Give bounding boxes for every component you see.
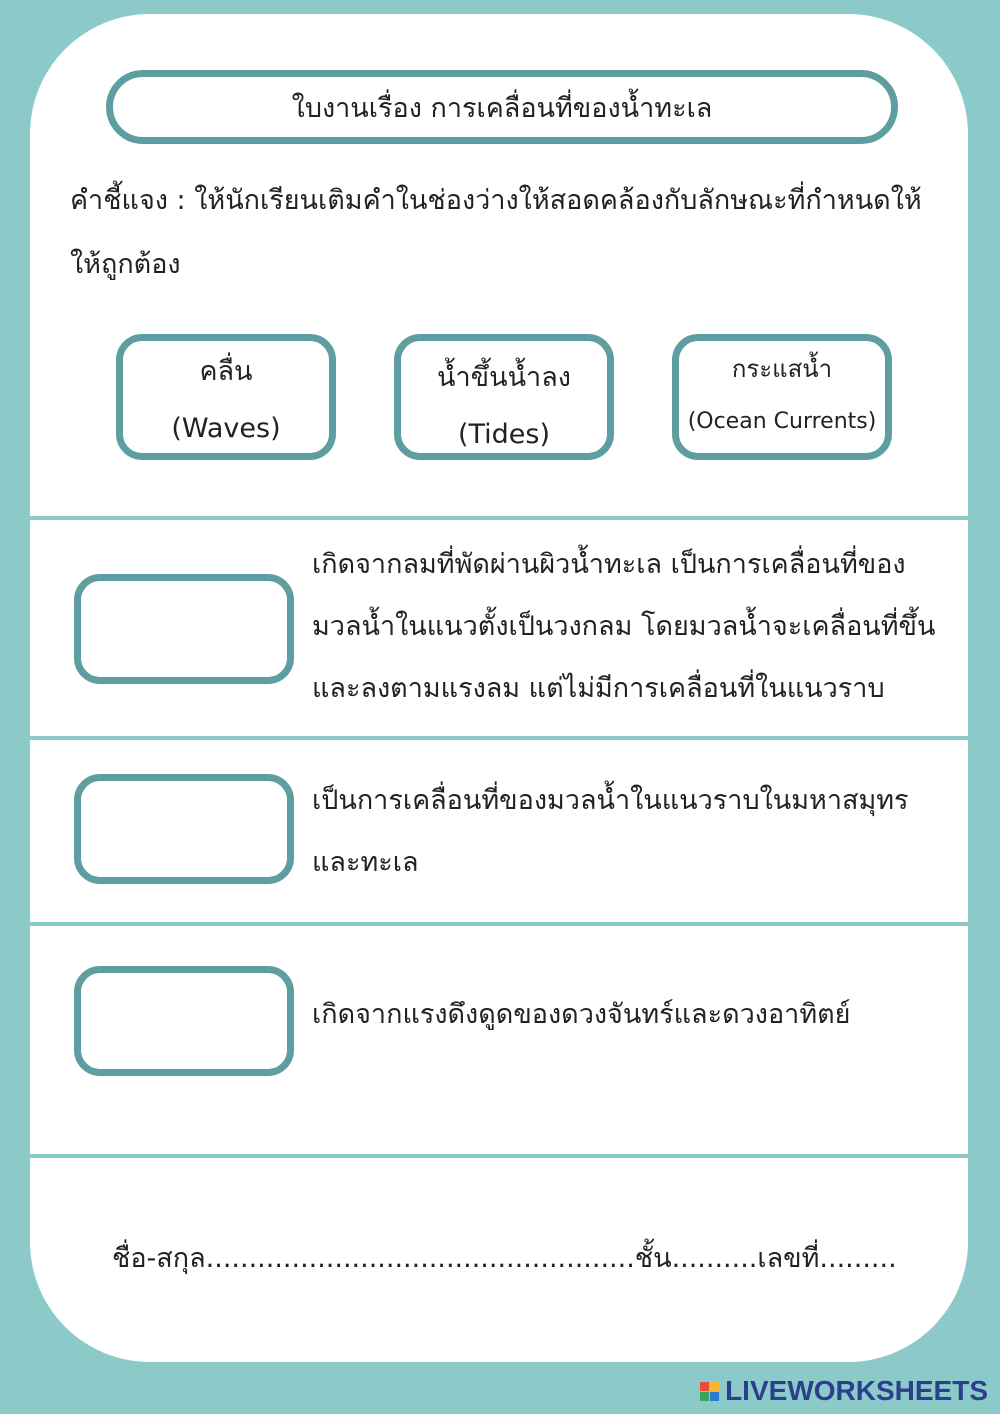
description-line: เป็นการเคลื่อนที่ของมวลน้ำในแนวราบในมหาสมุทร [312,785,909,816]
option-thai-label: น้ำขึ้นน้ำลง [437,362,571,393]
section-divider [30,736,968,740]
description-line: เกิดจากลมที่พัดผ่านผิวน้ำทะเล เป็นการเคลื่อนที่ของ [312,549,906,580]
worksheet-title [106,70,898,144]
description-line: และทะเล [312,847,419,878]
question-3-description [312,984,850,1046]
instruction-line-2: ให้ถูกต้อง [70,249,181,280]
answer-box-2[interactable] [74,774,294,884]
worksheet-page [30,14,968,1362]
description-line: เกิดจากแรงดึงดูดของดวงจันทร์และดวงอาทิตย์ [312,999,851,1030]
description-line: และลงตามแรงลม แต่ไม่มีการเคลื่อนที่ในแนวราบ [312,673,885,704]
option-card-tides[interactable] [394,334,614,460]
option-card-waves[interactable] [116,334,336,460]
liveworksheets-logo[interactable] [700,1376,988,1406]
option-thai-label: คลื่น [199,356,253,387]
section-divider [30,1154,968,1158]
option-thai-label: กระแสน้ำ [731,355,833,383]
question-2-description [312,770,909,894]
option-english-label: (Tides) [457,419,551,450]
worksheet-title-text: ใบงานเรื่อง การเคลื่อนที่ของน้ำทะเล [291,92,713,124]
student-info-line: ชื่อ-สกุล..................................................ชั้น..........เลขที่......... [112,1243,897,1274]
option-english-label: (Ocean Currents) [687,409,877,434]
section-divider [30,922,968,926]
question-1-description [312,534,935,720]
instruction-line-1: คำชี้แจง : ให้นักเรียนเติมคำในช่องว่างให้สอดคล้องกับลักษณะที่กำหนดให้ [70,185,922,216]
option-english-label: (Waves) [171,413,281,444]
answer-box-1[interactable] [74,574,294,684]
option-card-ocean-currents[interactable] [672,334,892,460]
liveworksheets-logo-text: LIVEWORKSHEETS [725,1375,988,1406]
answer-box-3[interactable] [74,966,294,1076]
section-divider [30,516,968,520]
description-line: มวลน้ำในแนวตั้งเป็นวงกลม โดยมวลน้ำจะเคลื่อนที่ขึ้น [312,611,936,642]
liveworksheets-logo-icon [700,1382,719,1401]
